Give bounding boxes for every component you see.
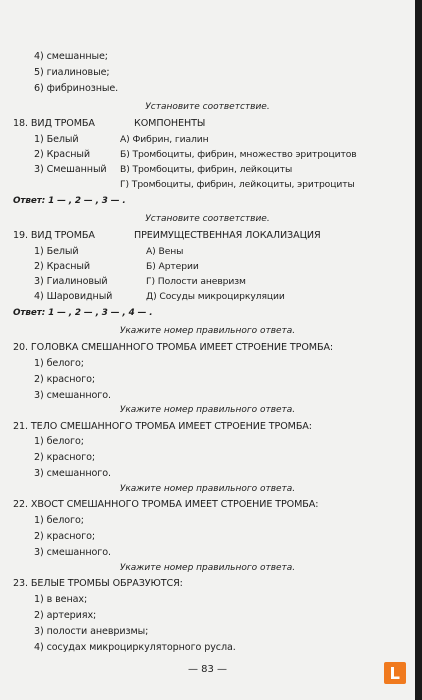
page-number: — 83 — [187,664,228,675]
q18-instruction: Установите соответствие. [145,102,270,112]
q20-option-1: 1) белого; [34,358,84,369]
intro-option-4: 4) смешанные; [34,51,108,62]
q21-option-2: 2) красного; [34,452,96,463]
q22-option-1: 1) белого; [34,515,84,526]
q23-option-3: 3) полости аневризмы; [34,626,149,637]
q19-answer: Ответ: 1 — , 2 — , 3 — , 4 — . [13,308,153,318]
q18-right-c: В) Тромбоциты, фибрин, лейкоциты [120,164,293,175]
q23-option-1: 1) в венах; [34,594,88,605]
q18-right-b: Б) Тромбоциты, фибрин, множество эритроцитов [120,149,357,160]
intro-option-6: 6) фибринозные. [34,83,119,94]
q19-left-2: 2) Красный [34,261,91,272]
q20-title: 20. ГОЛОВКА СМЕШАННОГО ТРОМБА ИМЕЕТ СТРОЕНИЕ ТРОМБА: [13,342,334,353]
q19-title: 19. ВИД ТРОМБА [13,230,95,241]
q18-left-2: 2) Красный [34,149,91,160]
q21-option-3: 3) смешанного. [34,468,111,479]
q18-answer: Ответ: 1 — , 2 — , 3 — . [13,196,126,206]
publisher-logo-icon [384,662,406,684]
q19-left-4: 4) Шаровидный [34,291,113,302]
q19-right-a: А) Вены [146,246,184,257]
q23-option-2: 2) артериях; [34,610,97,621]
q21-option-1: 1) белого; [34,436,84,447]
intro-option-5: 5) гиалиновые; [34,67,110,78]
q19-left-1: 1) Белый [34,246,79,257]
q23-title: 23. БЕЛЫЕ ТРОМБЫ ОБРАЗУЮТСЯ: [13,578,183,589]
q19-column-header: ПРЕИМУЩЕСТВЕННАЯ ЛОКАЛИЗАЦИЯ [134,230,321,241]
q18-right-a: А) Фибрин, гиалин [120,134,209,145]
q19-left-3: 3) Гиалиновый [34,276,108,287]
q18-column-header: КОМПОНЕНТЫ [134,118,206,129]
q20-instruction: Укажите номер правильного ответа. [119,326,296,336]
q23-instruction: Укажите номер правильного ответа. [119,563,296,573]
q19-right-b: Б) Артерии [146,261,199,272]
q18-title: 18. ВИД ТРОМБА [13,118,95,129]
q23-option-4: 4) сосудах микроциркуляторного русла. [34,642,236,653]
q20-option-3: 3) смешанного. [34,390,111,401]
q19-right-g: Г) Полости аневризм [146,276,246,287]
q22-option-2: 2) красного; [34,531,96,542]
q18-right-d: Г) Тромбоциты, фибрин, лейкоциты, эритроциты [120,179,355,190]
q18-left-1: 1) Белый [34,134,79,145]
q22-title: 22. ХВОСТ СМЕШАННОГО ТРОМБА ИМЕЕТ СТРОЕНИЕ ТРОМБА: [13,499,319,510]
q20-option-2: 2) красного; [34,374,96,385]
q21-instruction: Укажите номер правильного ответа. [119,405,296,415]
page-edge-shadow [415,0,422,700]
q19-instruction: Установите соответствие. [145,214,270,224]
q22-instruction: Укажите номер правильного ответа. [119,484,296,494]
q19-right-d: Д) Сосуды микроциркуляции [146,291,285,302]
q22-option-3: 3) смешанного. [34,547,111,558]
q18-left-3: 3) Смешанный [34,164,107,175]
q21-title: 21. ТЕЛО СМЕШАННОГО ТРОМБА ИМЕЕТ СТРОЕНИЕ ТРОМБА: [13,421,312,432]
